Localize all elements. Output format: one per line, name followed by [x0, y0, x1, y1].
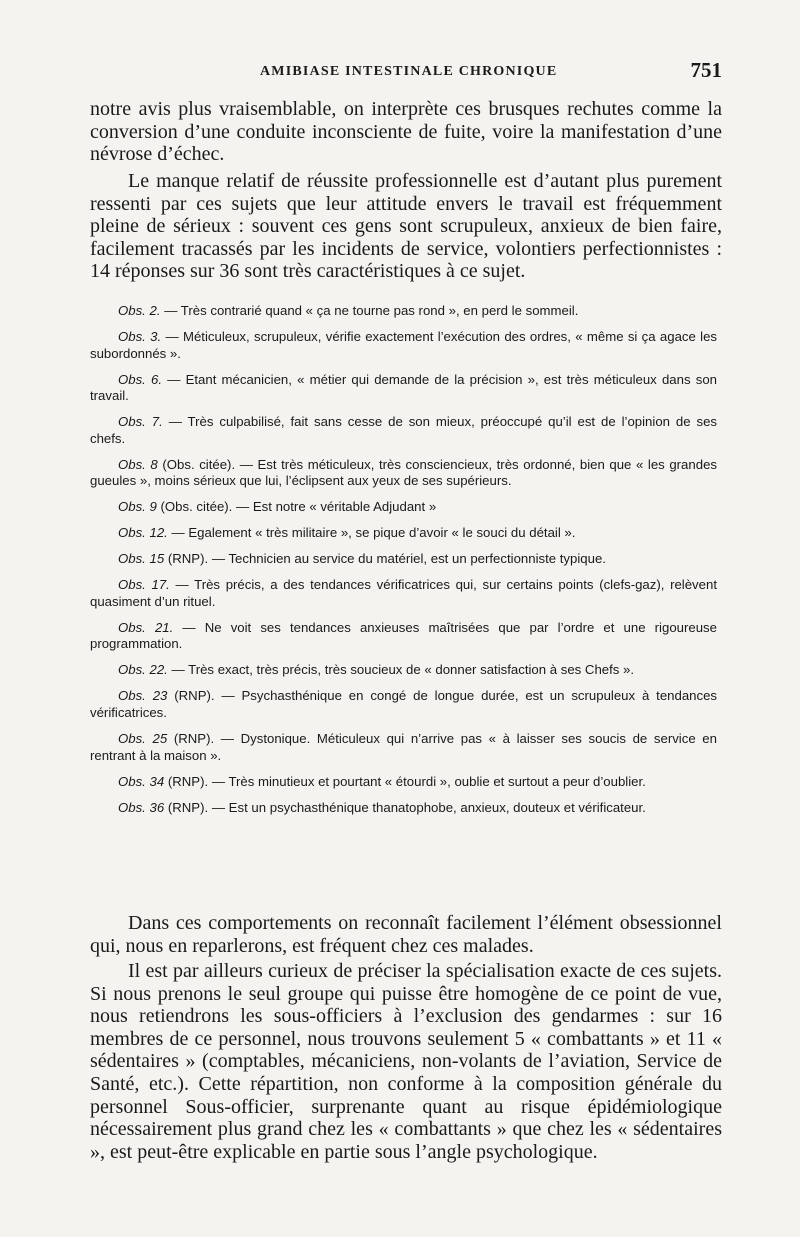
- observation-item: [90, 499, 717, 516]
- observation-label: Obs. 12.: [118, 525, 168, 541]
- observation-item: [90, 551, 717, 568]
- observation-item: [90, 329, 717, 362]
- running-title: AMIBIASE INTESTINALE CHRONIQUE: [260, 64, 558, 79]
- observation-reference: (Obs. citée).: [162, 456, 236, 472]
- observation-text: — Dystonique. Méticuleux qui n’arrive pas « à laisser ses soucis de service en rentrant à la maison ».: [90, 730, 717, 763]
- observation-text: — Très contrarié quand « ça ne tourne pas rond », en perd le sommeil.: [164, 303, 579, 318]
- page-number: 751: [690, 58, 722, 82]
- observation-label: Obs. 3.: [118, 328, 162, 344]
- observation-label: Obs. 36: [118, 799, 165, 815]
- observation-reference: (RNP).: [167, 773, 209, 789]
- observation-reference: (Obs. citée).: [160, 499, 233, 515]
- observation-label: Obs. 25: [118, 730, 168, 746]
- observation-label: Obs. 8: [118, 456, 158, 472]
- observation-item: [90, 303, 717, 320]
- observation-label: Obs. 21.: [118, 619, 174, 635]
- page-header: [90, 58, 722, 84]
- paragraph-continuation: notre avis plus vraisemblable, on interprète ces brusques rechutes comme la conversion d’une conduite inconsciente de fuite, voire la manifestation d’une névrose d’échec.: [90, 98, 722, 166]
- observation-text: — Etant mécanicien, « métier qui demande de la précision », est très méticuleux dans son travail.: [90, 371, 717, 404]
- observation-item: [90, 577, 717, 610]
- observation-label: Obs. 15: [118, 551, 165, 567]
- observation-text: — Est notre « véritable Adjudant »: [236, 499, 437, 515]
- paragraph-obsessional-element: Dans ces comportements on reconnaît facilement l’élément obsessionnel qui, nous en reparlerons, est fréquent chez ces malades.: [90, 912, 722, 957]
- observation-text: — Très précis, a des tendances vérificatrices qui, sur certains points (clefs-gaz), relèvent quasiment d’un rituel.: [90, 577, 717, 609]
- observation-text: — Egalement « très militaire », se pique d’avoir « le souci du détail ».: [171, 525, 576, 541]
- observation-text: — Très culpabilisé, fait sans cesse de son mieux, préoccupé qu’il est de l’opinion de ses chefs.: [90, 414, 717, 446]
- observation-label: Obs. 34: [118, 773, 165, 789]
- observation-text: — Ne voit ses tendances anxieuses maîtrisées que par l’ordre et une rigoureuse programmation.: [90, 619, 717, 652]
- observation-text: — Très exact, très précis, très soucieux de « donner satisfaction à ses Chefs ».: [171, 662, 635, 678]
- observation-reference: (RNP).: [167, 799, 209, 815]
- observation-label: Obs. 23: [118, 688, 168, 704]
- observation-item: [90, 800, 717, 817]
- observation-item: [90, 688, 717, 721]
- observation-item: [90, 457, 717, 490]
- observation-item: [90, 774, 717, 791]
- observation-text: — Est un psychasthénique thanatophobe, anxieux, douteux et vérificateur.: [211, 799, 646, 815]
- observation-item: [90, 662, 717, 679]
- observation-list: [90, 303, 717, 826]
- paragraph-professional-success: Le manque relatif de réussite professionnelle est d’autant plus purement ressenti par ces sujets que leur attitude envers le travail est fréquemment pleine de sérieux : souvent ces gens sont scrupuleux, anxieux de bien faire, facilement tracassés par les incidents de service, volontiers perfectionnistes : 14 réponses sur 36 sont très caractéristiques à ce sujet.: [90, 170, 722, 283]
- observation-label: Obs. 9: [118, 499, 157, 515]
- paragraph-specialisation: Il est par ailleurs curieux de préciser la spécialisation exacte de ces sujets. Si nous prenons le seul groupe qui puisse être homogène de ce point de vue, nous retiendrons les sous-officiers à l’exclusion des gendarmes : sur 16 membres de ce personnel, nous trouvons seulement 5 « combattants » et 11 « sédentaires » (comptables, mécaniciens, non-volants de l’aviation, Service de Santé, etc.). Cette répartition, non conforme à la composition générale du personnel Sous-officier, surprenante quant au risque épidémiologique nécessairement plus grand chez les « combattants » que chez les « sédentaires », est peut-être explicable en partie sous l’angle psychologique.: [90, 960, 722, 1163]
- observation-text: — Très minutieux et pourtant « étourdi », oublie et surtout a peur d’oublier.: [211, 773, 646, 789]
- observation-reference: (RNP).: [174, 688, 215, 704]
- observation-item: [90, 620, 717, 653]
- observation-text: — Technicien au service du matériel, est un perfectionniste typique.: [211, 551, 606, 567]
- observation-reference: (RNP).: [167, 551, 209, 567]
- observation-label: Obs. 7.: [118, 414, 163, 430]
- observation-label: Obs. 2.: [118, 303, 161, 318]
- observation-reference: (RNP).: [173, 730, 215, 746]
- observation-item: [90, 525, 717, 542]
- observation-text: — Psychasthénique en congé de longue durée, est un scrupuleux à tendances vérificatrices.: [90, 688, 718, 720]
- observation-item: [90, 372, 717, 405]
- observation-text: — Méticuleux, scrupuleux, vérifie exactement l’exécution des ordres, « même si ça agace les subordonnés ».: [90, 328, 718, 361]
- observation-item: [90, 414, 717, 447]
- observation-label: Obs. 6.: [118, 371, 163, 387]
- observation-text: — Est très méticuleux, très consciencieux, très ordonné, bien que « les grandes gueules », moins sérieux que lui, l’éclipsent aux yeux de ses supérieurs.: [90, 456, 717, 489]
- observation-label: Obs. 17.: [118, 577, 170, 593]
- observation-item: [90, 731, 717, 764]
- observation-label: Obs. 22.: [118, 662, 168, 678]
